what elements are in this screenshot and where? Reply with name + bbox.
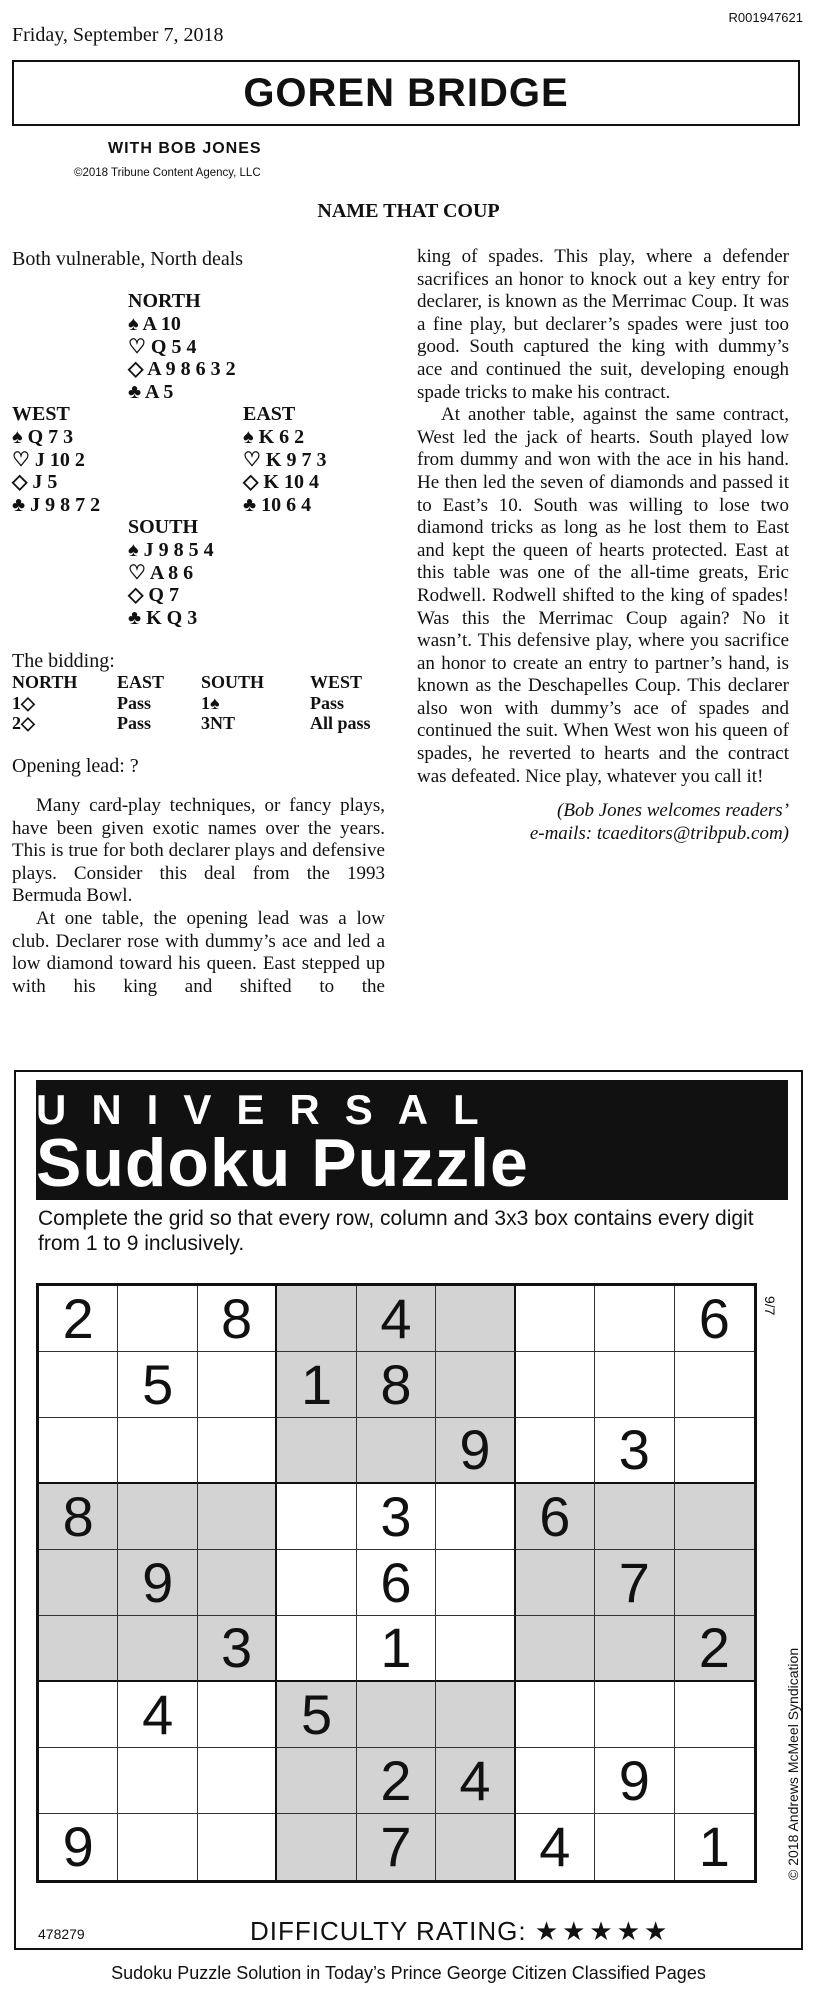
sudoku-cell — [198, 1814, 277, 1880]
sudoku-brand-banner — [36, 1080, 788, 1200]
bid-cell: Pass — [117, 693, 152, 713]
sudoku-cell — [277, 1616, 356, 1682]
east-diamonds: ◇ K 10 4 — [243, 471, 319, 493]
north-diamonds: ◇ A 9 8 6 3 2 — [128, 358, 236, 380]
sudoku-cell — [595, 1352, 674, 1418]
east-label: EAST — [243, 403, 296, 425]
paragraph: At another table, against the same contract, West led the jack of hearts. South played low from dummy and won with the ace in his hand. He then led the seven of diamonds and passed it to East’s 10. South was willing to lose two diamond tricks as long as he lost them to East and kept the queen of hearts protected. East at this table was one of the all-time greats, Eric Rodwell. Rodwell shifted to the king of spades! Was this the Merrimac Coup again? No it wasn’t. This defensive play, where you sacrifice an honor to create an entry to partner’s hand, is known as the Deschapelles Coup. This declarer also won with dummy’s ace of spades and continued the suit. When West won his queen of spades, he reverted to hearts and the contract was defeated. Nice play, whatever you call it! — [417, 404, 789, 787]
sudoku-cell: 3 — [198, 1616, 277, 1682]
sudoku-cell — [198, 1418, 277, 1484]
south-diamonds: ◇ Q 7 — [128, 584, 179, 606]
sudoku-cell: 8 — [39, 1484, 118, 1550]
north-spades: ♠ A 10 — [128, 313, 181, 335]
sudoku-cell: 6 — [357, 1550, 436, 1616]
sudoku-cell — [39, 1616, 118, 1682]
sudoku-cell — [118, 1286, 197, 1352]
sudoku-cell — [118, 1748, 197, 1814]
sudoku-cell: 5 — [277, 1682, 356, 1748]
sudoku-cell — [277, 1550, 356, 1616]
sudoku-cell — [436, 1550, 515, 1616]
north-hearts: ♡ Q 5 4 — [128, 335, 197, 358]
sudoku-cell — [277, 1748, 356, 1814]
sudoku-date-code: 9/7 — [762, 1296, 778, 1316]
sudoku-cell — [39, 1352, 118, 1418]
sudoku-instructions: Complete the grid so that every row, column and 3x3 box contains every digit from 1 to 9 inclusively. — [38, 1207, 754, 1255]
sudoku-cell — [198, 1484, 277, 1550]
difficulty-rating — [250, 1916, 671, 1947]
west-spades: ♠ Q 7 3 — [12, 426, 74, 448]
west-hand — [12, 403, 100, 516]
east-hearts: ♡ K 9 7 3 — [243, 448, 327, 471]
sudoku-cell — [436, 1682, 515, 1748]
byline: WITH BOB JONES — [108, 140, 262, 157]
bid-cell: 1♠ — [201, 693, 220, 713]
article-column-left — [12, 795, 385, 998]
sudoku-cell — [277, 1418, 356, 1484]
bidding-header-east: EAST — [117, 672, 165, 692]
sudoku-cell: 2 — [39, 1286, 118, 1352]
sudoku-cell — [436, 1814, 515, 1880]
sudoku-cell: 4 — [118, 1682, 197, 1748]
sudoku-cell — [675, 1748, 754, 1814]
sudoku-cell — [198, 1352, 277, 1418]
sudoku-cell — [39, 1748, 118, 1814]
brand-top: UNIVERSAL — [36, 1086, 504, 1133]
sudoku-cell — [595, 1484, 674, 1550]
sudoku-cell: 5 — [118, 1352, 197, 1418]
sudoku-cell: 8 — [198, 1286, 277, 1352]
sudoku-cell — [118, 1418, 197, 1484]
sudoku-cell — [595, 1616, 674, 1682]
sudoku-cell — [198, 1682, 277, 1748]
syndication-credit: © 2018 Andrews McMeel Syndication — [785, 1647, 801, 1880]
column-title: GOREN BRIDGE — [243, 70, 569, 115]
south-hearts: ♡ A 8 6 — [128, 561, 194, 584]
south-label: SOUTH — [128, 516, 199, 538]
sudoku-cell: 2 — [675, 1616, 754, 1682]
article-column-right — [417, 246, 789, 845]
sudoku-cell — [675, 1352, 754, 1418]
sudoku-cell: 4 — [516, 1814, 595, 1880]
paragraph: Many card-play techniques, or fancy plays, have been given exotic names over the years. This is true for both declarer plays and defensive plays. Consider this deal from the 1993 Bermuda Bowl. — [12, 795, 385, 907]
west-clubs: ♣ J 9 8 7 2 — [12, 493, 101, 516]
south-hand — [128, 516, 214, 629]
sudoku-cell: 4 — [436, 1748, 515, 1814]
bidding-label: The bidding: — [12, 650, 115, 672]
paragraph: king of spades. This play, where a defender sacrifices an honor to knock out a key entry for declarer, is known as the Merrimac Coup. It was a fine play, but declarer’s spades were just too good. South captured the king with dummy’s ace and continued the suit, developing enough spade tricks to make his contract. — [417, 246, 789, 403]
paragraph: At one table, the opening lead was a low club. Declarer rose with dummy’s ace and led a low diamond toward his queen. East stepped up with his king and shifted to the — [12, 907, 385, 997]
bidding-header-west: WEST — [310, 672, 363, 692]
sudoku-cell — [436, 1616, 515, 1682]
sudoku-cell — [118, 1484, 197, 1550]
sudoku-cell — [436, 1484, 515, 1550]
sudoku-cell — [516, 1550, 595, 1616]
sudoku-cell: 1 — [277, 1352, 356, 1418]
sudoku-grid — [36, 1283, 757, 1883]
bid-cell: 1◇ — [12, 693, 35, 713]
difficulty-stars: ★★★★★ — [534, 1916, 672, 1946]
sudoku-cell: 1 — [675, 1814, 754, 1880]
sudoku-cell — [516, 1748, 595, 1814]
sudoku-cell: 9 — [39, 1814, 118, 1880]
bidding-header-north: NORTH — [12, 672, 78, 692]
north-label: NORTH — [128, 290, 201, 312]
east-clubs: ♣ 10 6 4 — [243, 493, 312, 516]
brand-bottom: Sudoku Puzzle — [36, 1125, 529, 1201]
sudoku-cell: 6 — [675, 1286, 754, 1352]
sudoku-cell — [198, 1748, 277, 1814]
copyright-notice: ©2018 Tribune Content Agency, LLC — [74, 167, 261, 179]
sudoku-cell — [595, 1286, 674, 1352]
sudoku-cell — [516, 1616, 595, 1682]
sudoku-cell: 9 — [118, 1550, 197, 1616]
puzzle-id: 478279 — [38, 1926, 85, 1942]
signature-line: (Bob Jones welcomes readers’ — [557, 800, 789, 822]
east-spades: ♠ K 6 2 — [243, 426, 305, 448]
sudoku-cell — [277, 1484, 356, 1550]
sudoku-cell — [516, 1352, 595, 1418]
bid-cell: 2◇ — [12, 713, 35, 733]
sudoku-cell: 4 — [357, 1286, 436, 1352]
publication-date: Friday, September 7, 2018 — [12, 24, 224, 46]
sudoku-cell — [675, 1484, 754, 1550]
sudoku-cell: 3 — [595, 1418, 674, 1484]
east-hand — [243, 403, 327, 516]
page-footer: Sudoku Puzzle Solution in Today’s Prince George Citizen Classified Pages — [111, 1963, 706, 1983]
sudoku-cell — [595, 1682, 674, 1748]
sudoku-cell — [277, 1286, 356, 1352]
sudoku-cell — [516, 1682, 595, 1748]
sudoku-cell: 6 — [516, 1484, 595, 1550]
sudoku-cell — [675, 1418, 754, 1484]
signature-line: e-mails: tcaeditors@tribpub.com) — [529, 822, 789, 844]
bid-cell: All pass — [310, 713, 371, 733]
sudoku-cell — [39, 1418, 118, 1484]
article-headline: NAME THAT COUP — [317, 200, 500, 222]
vulnerability-line: Both vulnerable, North deals — [12, 248, 244, 270]
sudoku-cell — [516, 1286, 595, 1352]
difficulty-label: DIFFICULTY RATING: — [250, 1916, 527, 1946]
west-hearts: ♡ J 10 2 — [12, 448, 85, 471]
bid-cell: Pass — [117, 713, 152, 733]
sudoku-cell: 1 — [357, 1616, 436, 1682]
sudoku-cell — [39, 1682, 118, 1748]
opening-lead: Opening lead: ? — [12, 755, 139, 777]
sudoku-cell: 9 — [595, 1748, 674, 1814]
west-diamonds: ◇ J 5 — [12, 471, 58, 493]
bid-cell: Pass — [310, 693, 345, 713]
sudoku-cell — [118, 1814, 197, 1880]
north-clubs: ♣ A 5 — [128, 380, 174, 403]
sudoku-cell: 2 — [357, 1748, 436, 1814]
sudoku-cell — [436, 1286, 515, 1352]
sudoku-cell — [357, 1418, 436, 1484]
sudoku-cell — [118, 1616, 197, 1682]
sudoku-cell — [516, 1418, 595, 1484]
north-hand — [128, 290, 236, 403]
sudoku-cell — [675, 1682, 754, 1748]
south-spades: ♠ J 9 8 5 4 — [128, 539, 214, 561]
reference-id: R001947621 — [728, 10, 803, 25]
sudoku-cell — [595, 1814, 674, 1880]
sudoku-cell — [436, 1352, 515, 1418]
sudoku-cell: 7 — [595, 1550, 674, 1616]
sudoku-cell — [357, 1682, 436, 1748]
sudoku-cell — [198, 1550, 277, 1616]
sudoku-cell: 7 — [357, 1814, 436, 1880]
south-clubs: ♣ K Q 3 — [128, 606, 198, 629]
bidding-header-south: SOUTH — [201, 672, 265, 692]
sudoku-cell: 8 — [357, 1352, 436, 1418]
sudoku-cell — [39, 1550, 118, 1616]
sudoku-cell — [675, 1550, 754, 1616]
sudoku-cell: 3 — [357, 1484, 436, 1550]
column-title-box — [12, 60, 800, 126]
sudoku-cell: 9 — [436, 1418, 515, 1484]
bid-cell: 3NT — [201, 713, 236, 733]
sudoku-cell — [277, 1814, 356, 1880]
west-label: WEST — [12, 403, 70, 425]
